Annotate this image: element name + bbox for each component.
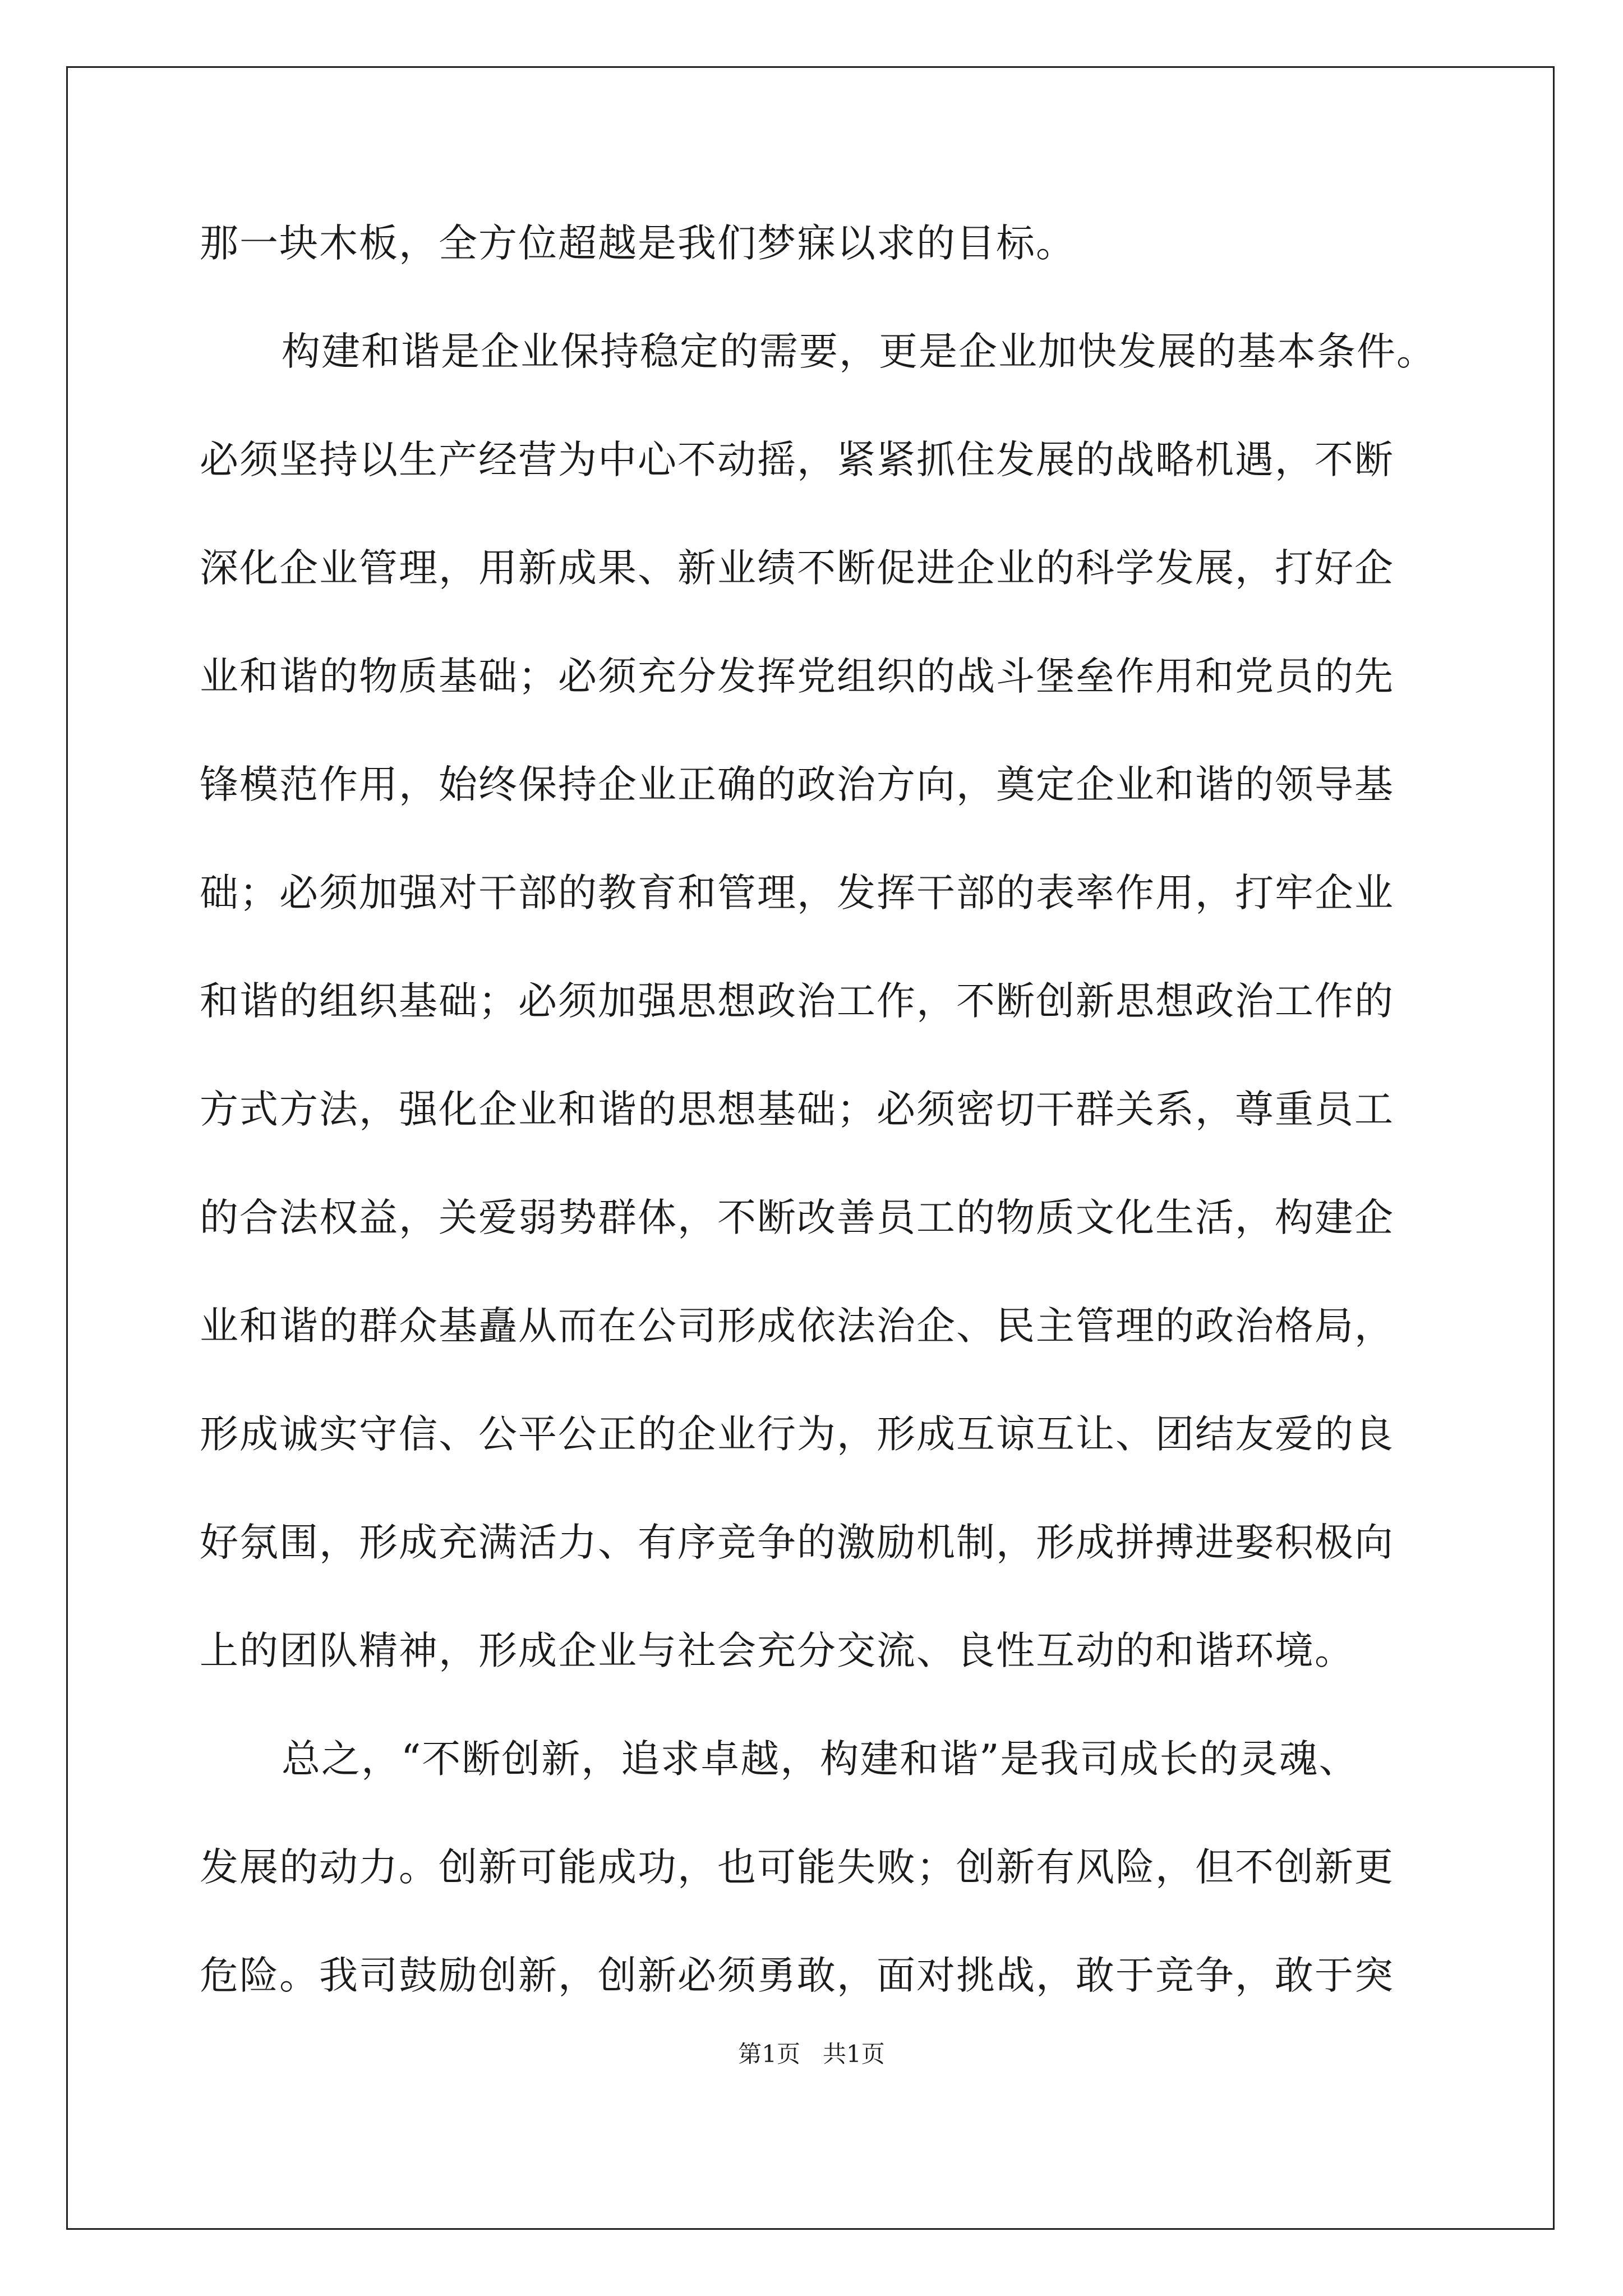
text-line-17: 危险。我司鼓励创新，创新必须勇敢，面对挑战，敢于竞争，敢于突 <box>200 1953 1394 1998</box>
text-line-16: 发展的动力。创新可能成功，也可能失败；创新有风险，但不创新更 <box>200 1845 1394 1890</box>
text-line-1: 那一块木板，全方位超越是我们梦寐以求的目标。 <box>200 221 1076 266</box>
text-line-14: 上的团队精神，形成企业与社会充分交流、良性互动的和谐环境。 <box>200 1628 1354 1673</box>
document-body <box>200 190 1436 2030</box>
text-line-5: 业和谐的物质基础；必须充分发挥党组织的战斗堡垒作用和党员的先 <box>200 654 1394 699</box>
text-line-9: 方式方法，强化企业和谐的思想基础；必须密切干群关系，尊重员工 <box>200 1087 1394 1132</box>
text-line-10: 的合法权益，关爱弱势群体，不断改善员工的物质文化生活，构建企 <box>200 1195 1394 1240</box>
text-line-8: 和谐的组织基础；必须加强思想政治工作，不断创新思想政治工作的 <box>200 979 1394 1024</box>
paragraph-first-line: 构建和谐是企业保持稳定的需要，更是企业加快发展的基本条件。 <box>282 329 1436 374</box>
paragraph-first-line: 总之，“不断创新，追求卓越，构建和谐”是我司成长的灵魂、 <box>282 1737 1359 1782</box>
text-line-3: 必须坚持以生产经营为中心不动摇，紧紧抓住发展的战略机遇，不断 <box>200 438 1394 482</box>
page-number-footer: 第1页 共1页 <box>738 2040 885 2068</box>
text-line-7: 础；必须加强对干部的教育和管理，发挥干部的表率作用，打牢企业 <box>200 871 1394 915</box>
text-line-4: 深化企业管理，用新成果、新业绩不断促进企业的科学发展，打好企 <box>200 546 1394 591</box>
text-line-13: 好氛围，形成充满活力、有序竞争的激励机制，形成拼搏进娶积极向 <box>200 1520 1394 1565</box>
text-line-11: 业和谐的群众基矗从而在公司形成依法治企、民主管理的政治格局， <box>200 1304 1394 1349</box>
text-line-6: 锋模范作用，始终保持企业正确的政治方向，奠定企业和谐的领导基 <box>200 762 1394 807</box>
text-line-12: 形成诚实守信、公平公正的企业行为，形成互谅互让、团结友爱的良 <box>200 1412 1394 1457</box>
